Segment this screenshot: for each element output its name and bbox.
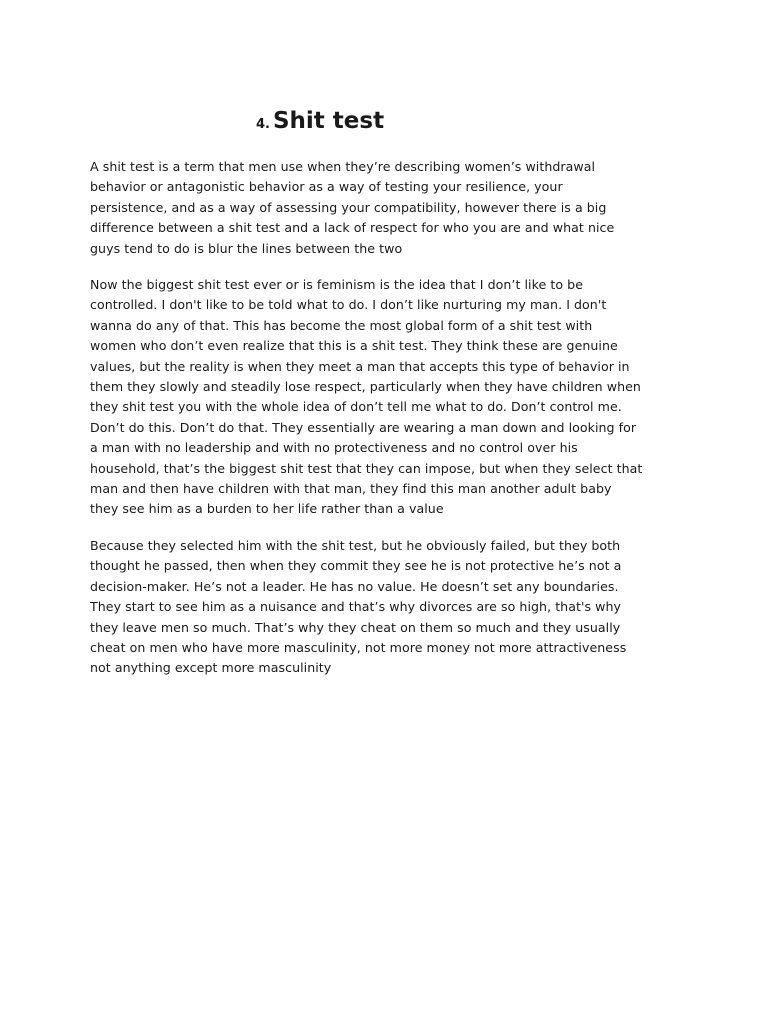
section-heading bbox=[256, 108, 384, 134]
paragraph-consequences: Because they selected him with the shit test, but he obviously failed, but they both thought he passed, then when they commit they see he is not protective he’s not a decision-maker. He’s not a leader. He has no value. He doesn’t set any boundaries. They start to see him as a nuisance and that’s why divorces are so high, that's why they leave men so much. That’s why they cheat on them so much and they usually cheat on men who have more masculinity, not more money not more attractiveness not anything except more masculinity bbox=[90, 538, 627, 676]
paragraph-feminism: Now the biggest shit test ever or is feminism is the idea that I don’t like to be controlled. I don't like to be told what to do. I don’t like nurturing my man. I don't wanna do any of that. This has become the most global form of a shit test with women who don’t even realize that this is a shit test. They think these are genuine values, but the reality is when they meet a man that accepts this type of behavior in them they slowly and steadily lose respect, particularly when they have children when they shit test you with the whole idea of don’t tell me what to do. Don’t control me. Don’t do this. Don’t do that. They essentially are wearing a man down and looking for a man with no leadership and with no protectiveness and no control over his household, that’s the biggest shit test that they can impose, but when they select that man and then have children with that man, they find this man another adult baby they see him as a burden to her life rather than a value bbox=[90, 277, 643, 517]
paragraph-definition: A shit test is a term that men use when they’re describing women’s withdrawal behavior or antagonistic behavior as a way of testing your resilience, your persistence, and as a way of assessing your compatibility, however there is a big difference between a shit test and a lack of respect for who you are and what nice guys tend to do is blur the lines between the two bbox=[90, 159, 615, 256]
section-number: 4. bbox=[256, 117, 270, 132]
section-title: Shit test bbox=[272, 108, 385, 134]
